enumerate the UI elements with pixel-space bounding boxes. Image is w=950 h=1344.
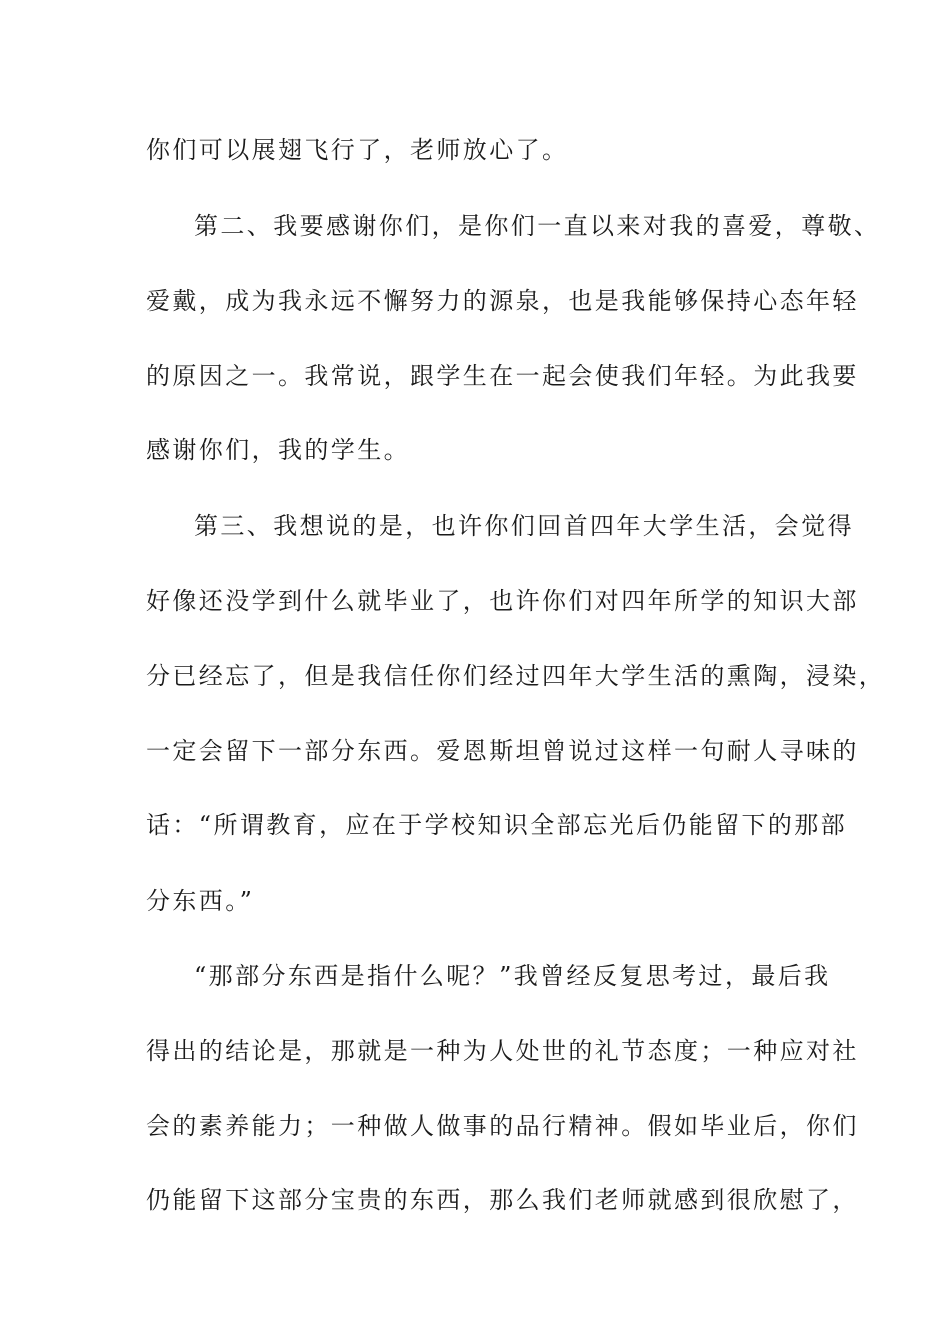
text-line: 得出的结论是，那就是一种为人处世的礼节态度；一种应对社 [146,1037,859,1065]
text-line: 会的素养能力；一种做人做事的品行精神。假如毕业后，你们 [146,1112,859,1140]
text-line: 好像还没学到什么就毕业了，也许你们对四年所学的知识大部 [146,587,859,615]
text-line: 爱戴，成为我永远不懈努力的源泉，也是我能够保持心态年轻 [146,287,859,315]
text-line: 的原因之一。我常说，跟学生在一起会使我们年轻。为此我要 [146,362,859,390]
paragraph-start-line: 第三、我想说的是，也许你们回首四年大学生活，会觉得 [194,512,854,540]
text-line: 你们可以展翅飞行了，老师放心了。 [146,136,569,164]
text-line: 分已经忘了，但是我信任你们经过四年大学生活的熏陶，浸染， [146,662,886,690]
text-line: 话：“所谓教育，应在于学校知识全部忘光后仍能留下的那部 [146,811,848,839]
paragraph-start-line: “那部分东西是指什么呢？”我曾经反复思考过，最后我 [194,962,831,990]
paragraph-start-line: 第二、我要感谢你们，是你们一直以来对我的喜爱，尊敬、 [194,212,881,240]
text-line: 一定会留下一部分东西。爱恩斯坦曾说过这样一句耐人寻味的 [146,737,859,765]
text-line: 感谢你们，我的学生。 [146,436,410,464]
text-line: 仍能留下这部分宝贵的东西，那么我们老师就感到很欣慰了， [146,1186,859,1214]
text-line: 分东西。” [146,887,255,915]
